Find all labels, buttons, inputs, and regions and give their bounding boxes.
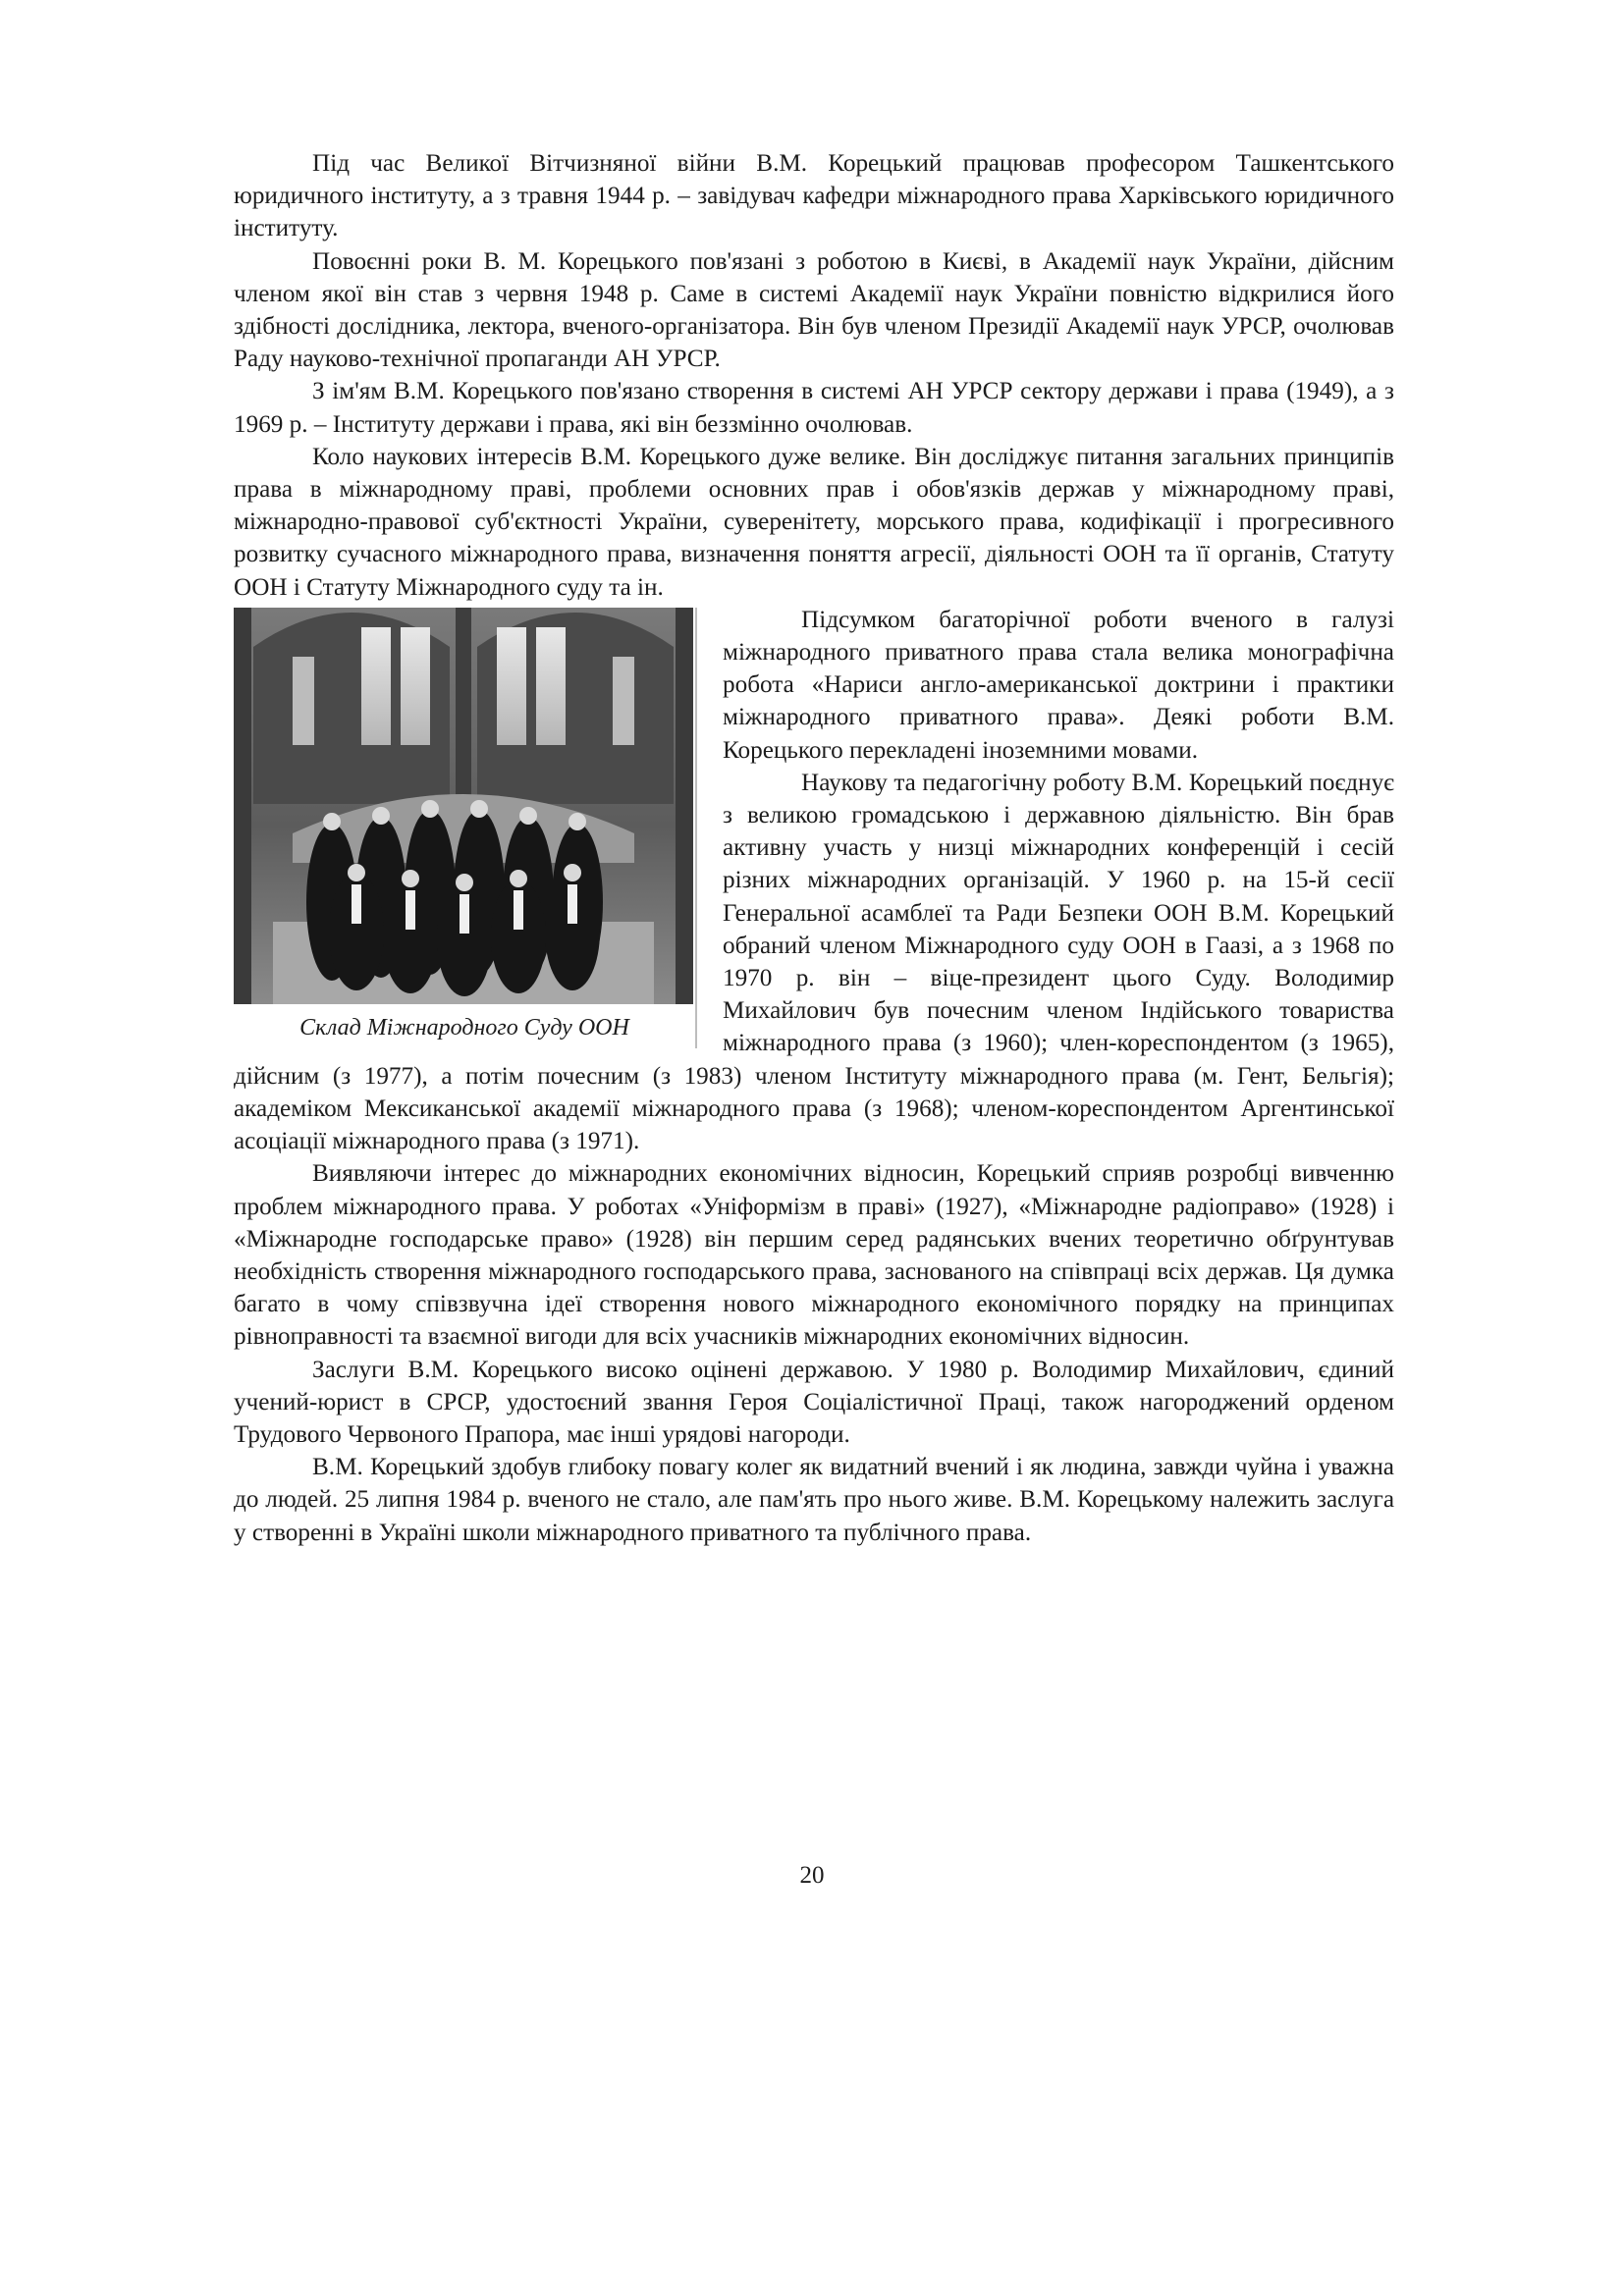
paragraph-3: З ім'ям В.М. Корецького пов'язано створення в системі АН УРСР сектору держави і права (1949), а з 1969 р. – Інституту держави і права, які він беззмінно очолював. [234,378,1394,438]
paragraph-4: Коло наукових інтересів В.М. Корецького дуже велике. Він досліджує питання загальних принципів права в міжнародному праві, проблеми основних прав і обов'язків держав у міжнародному праві, міжнародно-правової суб'єктності України, суверенітету, морського права, кодифікації і прогресивного розвитку сучасного міжнародного права, визначення поняття агресії, діяльності ООН та її органів, Статуту ООН і Статуту Міжнародного суду та ін. [234,443,1394,601]
paragraph-9: В.М. Корецький здобув глибоку повагу колег як видатний вчений і як людина, завжди чуйна і уважна до людей. 25 липня 1984 р. вченого не стало, але пам'ять про нього живе. В.М. Корецькому належить заслуга у створенні в Україні школи міжнародного приватного та публічного права. [234,1454,1394,1546]
figure-caption: Склад Міжнародного Суду ООН [299,1014,629,1041]
document-body [234,147,1394,1549]
paragraph-8: Заслуги В.М. Корецького високо оцінені державою. У 1980 р. Володимир Михайлович, єдиний учений-юрист в СРСР, удостоєний звання Героя Соціалістичної Праці, також нагороджений орденом Трудового Червоного Прапора, має інші урядові нагороди. [234,1356,1394,1448]
paragraph-1: Під час Великої Вітчизняної війни В.М. Корецький працював професором Ташкентського юридичного інституту, а з травня 1944 р. – завідувач кафедри міжнародного права Харківського юридичного інституту. [234,150,1394,242]
court-photo [234,608,693,1004]
court-figure [234,608,697,1048]
paragraph-2: Повоєнні роки В. М. Корецького пов'язані з роботою в Києві, в Академії наук України, дійсним членом якої він став з червня 1948 р. Саме в системі Академії наук України повністю відкрилися його здібності дослідника, лектора, вченого-організатора. Він був членом Президії Академії наук УРСР, очолював Раду науково-технічної пропаганди АН УРСР. [234,247,1394,373]
paragraph-6: Наукову та педагогічну роботу В.М. Корецький поєднує з великою громадською і державною діяльністю. Він брав активну участь у низці міжнародних конференцій і сесій різних міжнародних організацій. У 1960 р. на 15-й сесії Генеральної асамблеї та Ради Безпеки ООН В.М. Корецький обраний членом Міжнародного суду ООН в Гаазі, а з 1968 по 1970 р. він – віце-президент цього Суду. Володимир Михайлович був почесним членом Індійського товариства міжнародного права (з 1960); член-кореспондентом (з 1965), дійсним (з 1977), а потім почесним (з 1983) членом Інституту міжнародного права (м. Гент, Бельгія); академіком Мексиканської академії міжнародного права (з 1968); членом-кореспондентом Аргентинської асоціації міжнародного права (з 1971). [234,769,1394,1155]
paragraph-7: Виявляючи інтерес до міжнародних економічних відносин, Корецький сприяв розробці вивченню проблем міжнародного права. У роботах «Уніформізм в праві» (1927), «Міжнародне радіоправо» (1928) і «Міжнародне господарське право» (1928) він першим серед радянських вчених теоретично обґрунтував необхідність створення міжнародного господарського права, заснованого на співпраці всіх держав. Ця думка багато в чому співзвучна ідеї створення нового міжнародного економічного порядку на принципах рівноправності та взаємної вигоди для всіх учасників міжнародних економічних відносин. [234,1160,1394,1351]
page-number: 20 [799,1862,825,1889]
paragraph-5: Підсумком багаторічної роботи вченого в галузі міжнародного приватного права стала велика монографічна робота «Нариси англо-американської доктрини і практики міжнародного приватного права». Деякі роботи В.М. Корецького перекладені іноземними мовами. [723,606,1394,764]
